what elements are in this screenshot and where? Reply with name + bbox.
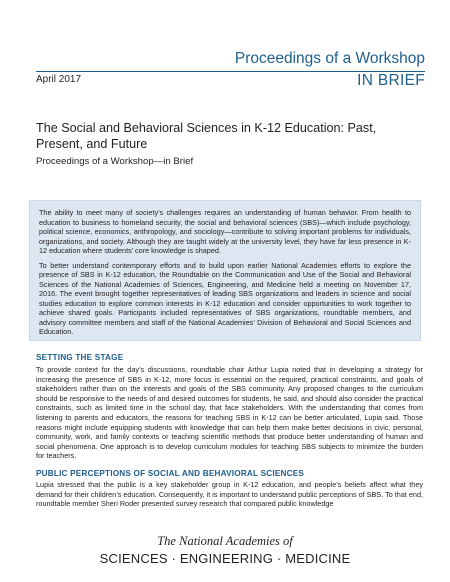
footer-logo	[0, 524, 450, 582]
in-brief-label: IN BRIEF	[357, 72, 425, 89]
series-title: Proceedings of a Workshop	[234, 50, 425, 67]
summary-paragraph-2: To better understand contemporary efforts and to build upon earlier National Academies efforts to explore the presence of SBS in K-12 education, the Roundtable on the Communication and Use of the Social and Behavioral Sciences of the National Academies of Sciences, Engineering, and Medicine held a meeting on November 17, 2016. The event brought together representatives of leading SBS organizations and leaders in science and social studies education to explore common interests in K-12 education and consider opportunities to work together to achieve shared goals. Participants included representatives of SBS organizations, roundtable members, and advisory committee members and staff of the National Academies’ Division of Behavioral and Social Sciences and Education.	[39, 260, 411, 336]
document-subtitle: Proceedings of a Workshop—in Brief	[36, 156, 194, 167]
document-title: The Social and Behavioral Sciences in K-12 Education: Past, Present, and Future	[36, 121, 377, 151]
footer-logo-line1: The National Academies of	[157, 534, 293, 548]
summary-paragraph-1: The ability to meet many of society’s challenges requires an understanding of human behavior. From health to education to business to homeland security, the social and behavioral sciences (SBS)—which include psychology, political science, economics, anthropology, and sociology—contribute to solving important problems for individuals, organizations, and society. Although they are taught widely at the university level, they have far less presence in K-12 education where students’ core knowledge is shaped.	[39, 208, 411, 255]
publication-date: April 2017	[36, 74, 82, 85]
section-heading-public-perceptions: PUBLIC PERCEPTIONS OF SOCIAL AND BEHAVIORAL SCIENCES	[36, 469, 305, 478]
section-heading-setting-the-stage: SETTING THE STAGE	[36, 353, 124, 362]
section-body-public-perceptions: Lupia stressed that the public is a key stakeholder group in K-12 education, and people’s beliefs affect what they demand for their children’s education. Consequently, it is important to understand public perceptions of SBS. To that end, roundtable member Sheri Roder presented survey research that compared public knowledge	[36, 480, 423, 509]
footer-logo-line2: SCIENCES · ENGINEERING · MEDICINE	[99, 551, 351, 566]
summary-box	[29, 200, 421, 341]
section-body-setting-the-stage: To provide context for the day’s discussions, roundtable chair Arthur Lupia noted that in developing a strategy for increasing the presence of SBS in K-12, more focus is essential on the required, practical constraints, and goals of stakeholders rather than on the interests and goals of the SBS community. Any proposed changes to the curriculum should be responsive to the needs of and desired outcomes for students, he said, and should also consider the practical constraints, such as limited time in the school day, that face stakeholders. With the understanding that comes from listening to parents and educators, the reasons for teaching SBS in K-12 can be better articulated, Lupia said. Those reasons might include equipping students with knowledge that can help them make better decisions in civic, personal, community, work, and family contexts or teaching scientific methods that produce better understanding of human and social phenomena. One approach is to develop curriculum modules for teaching SBS subjects to minimize the burden for teachers.	[36, 365, 423, 461]
